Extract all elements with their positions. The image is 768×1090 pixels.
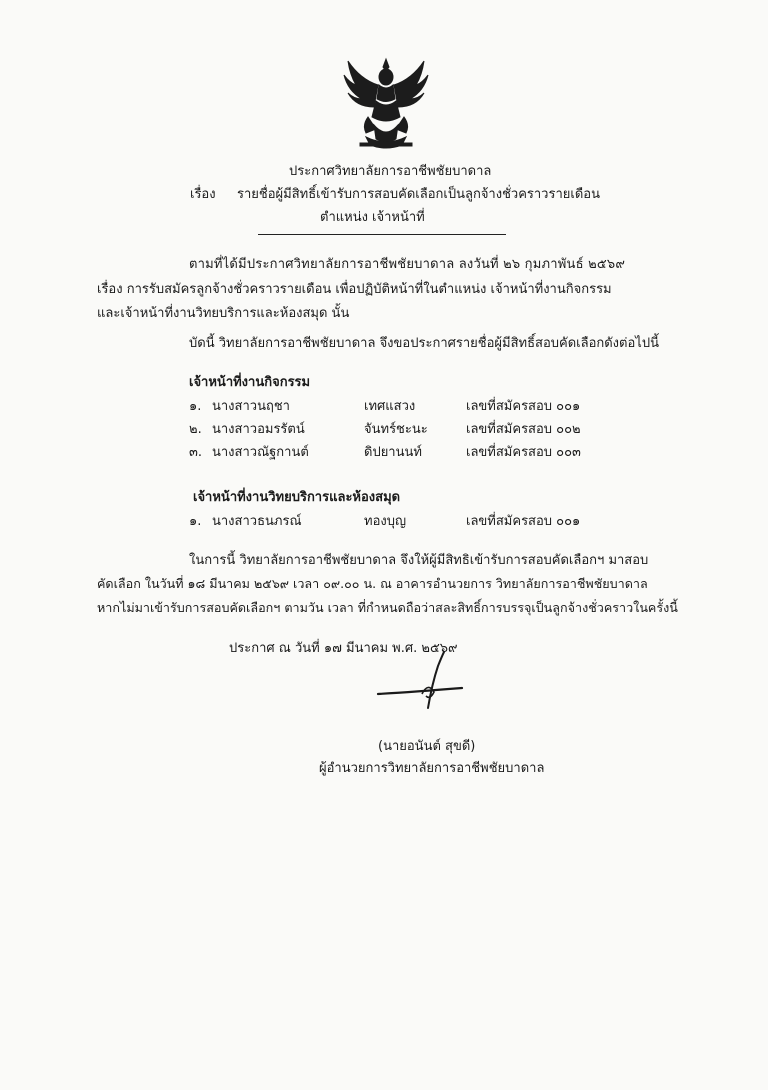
first-name: นางสาวนฤชา [212,399,290,414]
row-number: ๑. [189,399,202,414]
row-number: ๒. [189,422,202,437]
paragraph-2: บัดนี้ วิทยาลัยการอาชีพชัยบาดาล จึงขอประกาศรายชื่อผู้มีสิทธิ์สอบคัดเลือกดังต่อไปนี้ [189,336,659,351]
first-name: นางสาวอมรรัตน์ [212,422,305,437]
paragraph-1-line-2: เรื่อง การรับสมัครลูกจ้างชั่วคราวรายเดือน เพื่อปฏิบัติหน้าที่ในตำแหน่ง เจ้าหน้าที่งานกิจกรรม [97,282,612,297]
subject-label: เรื่อง [190,187,216,202]
subject-text: รายชื่อผู้มีสิทธิ์เข้ารับการสอบคัดเลือกเป็นลูกจ้างชั่วคราวรายเดือน [237,187,600,202]
row-number: ๓. [189,445,203,460]
row-number: ๑. [189,514,202,529]
signatory-name: (นายอนันต์ สุขดี) [378,739,476,754]
paragraph-1-line-3: และเจ้าหน้าที่งานวิทยบริการและห้องสมุด นั้น [97,306,350,321]
paragraph-1-line-1: ตามที่ได้มีประกาศวิทยาลัยการอาชีพชัยบาดาล ลงวันที่ ๒๖ กุมภาพันธ์ ๒๕๖๙ [189,257,626,272]
position-line: ตำแหน่ง เจ้าหน้าที่ [320,210,425,225]
divider [258,234,506,235]
first-name: นางสาวณัฐกานต์ [212,445,309,460]
last-name: ดิปยานนท์ [364,445,422,460]
last-name: เทศแสวง [364,399,416,414]
last-name: ทองบุญ [364,514,407,529]
application-number: เลขที่สมัครสอบ ๐๐๑ [466,514,581,529]
announcement-date: ประกาศ ณ วันที่ ๑๗ มีนาคม พ.ศ. ๒๕๖๙ [229,641,458,656]
closing-line-2: คัดเลือก ในวันที่ ๑๘ มีนาคม ๒๕๖๙ เวลา ๐๙.๐๐ น. ณ อาคารอำนวยการ วิทยาลัยการอาชีพชัยบาดาล [97,576,648,591]
garuda-emblem-icon [338,55,434,151]
application-number: เลขที่สมัครสอบ ๐๐๑ [466,399,581,414]
signatory-title: ผู้อำนวยการวิทยาลัยการอาชีพชัยบาดาล [319,761,545,776]
group-heading-activities: เจ้าหน้าที่งานกิจกรรม [189,375,311,390]
closing-line-3: หากไม่มาเข้ารับการสอบคัดเลือกฯ ตามวัน เวลา ที่กำหนดถือว่าสละสิทธิ์การบรรจุเป็นลูกจ้างชั่วคราวในครั้งนี้ [97,600,678,615]
last-name: จันทร์ชะนะ [364,422,428,437]
first-name: นางสาวธนภรณ์ [212,514,302,529]
group-heading-library: เจ้าหน้าที่งานวิทยบริการและห้องสมุด [193,490,401,505]
announcement-title: ประกาศวิทยาลัยการอาชีพชัยบาดาล [289,164,492,179]
closing-line-1: ในการนี้ วิทยาลัยการอาชีพชัยบาดาล จึงให้ผู้มีสิทธิเข้ารับการสอบคัดเลือกฯ มาสอบ [189,553,649,568]
application-number: เลขที่สมัครสอบ ๐๐๒ [466,422,581,437]
handwritten-signature-icon [372,648,468,718]
application-number: เลขที่สมัครสอบ ๐๐๓ [466,445,581,460]
